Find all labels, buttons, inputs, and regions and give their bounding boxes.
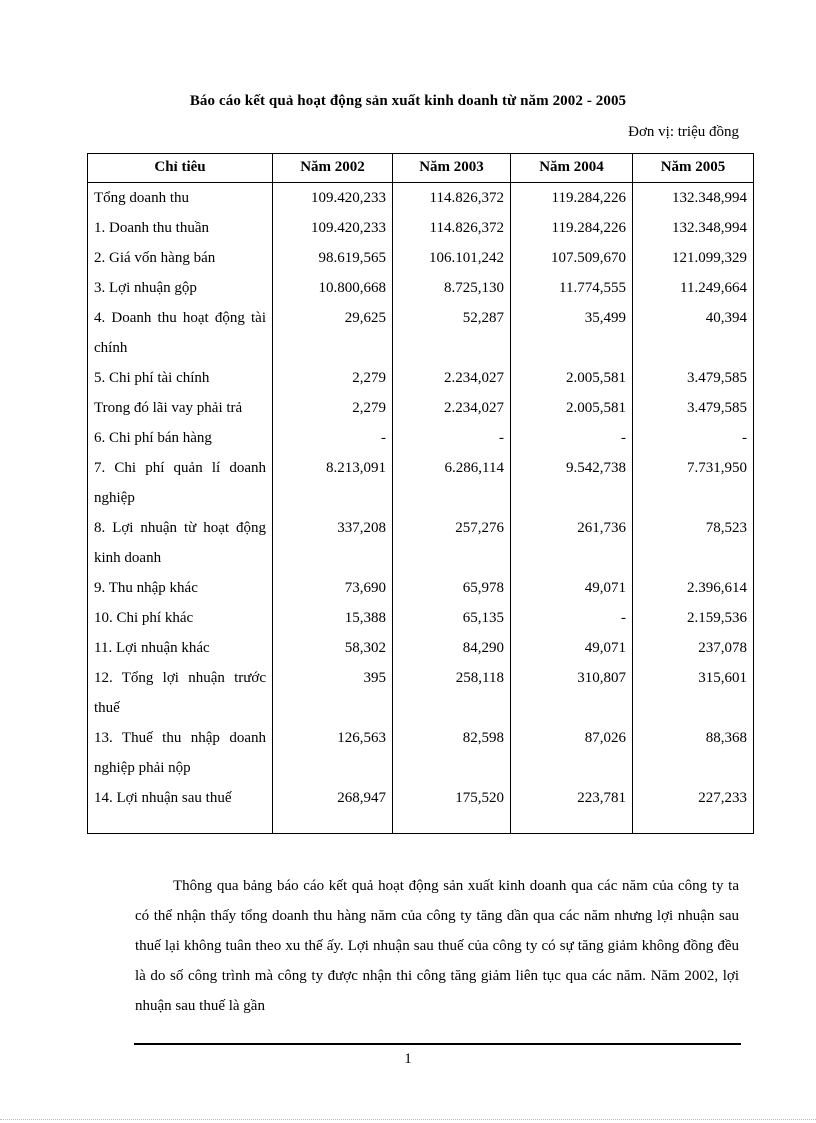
cell-value: 40,394 [633,303,754,363]
column-header: Năm 2004 [511,154,633,183]
table-row [88,723,754,783]
page-edge [0,1119,816,1120]
cell-value: 11.249,664 [633,273,754,303]
cell-value: 223,781 [511,783,633,834]
table-row [88,303,754,363]
unit-label: Đơn vị: triệu đồng [628,124,739,140]
table-row [88,423,754,453]
cell-value: 237,078 [633,633,754,663]
row-label: Tổng doanh thu [88,183,273,214]
cell-value: 15,388 [273,603,393,633]
cell-value: - [633,423,754,453]
cell-value: 73,690 [273,573,393,603]
cell-value: 132.348,994 [633,213,754,243]
cell-value: 109.420,233 [273,213,393,243]
row-label: 4. Doanh thu hoạt động tài chính [88,303,273,363]
cell-value: 8.725,130 [393,273,511,303]
cell-value: 84,290 [393,633,511,663]
footer-divider [134,1043,741,1045]
cell-value: 88,368 [633,723,754,783]
cell-value: 106.101,242 [393,243,511,273]
cell-value: - [273,423,393,453]
cell-value: 121.099,329 [633,243,754,273]
cell-value: 2,279 [273,393,393,423]
row-label: 5. Chi phí tài chính [88,363,273,393]
cell-value: 126,563 [273,723,393,783]
row-label: 11. Lợi nhuận khác [88,633,273,663]
cell-value: 35,499 [511,303,633,363]
table-row [88,183,754,214]
cell-value: 315,601 [633,663,754,723]
cell-value: 337,208 [273,513,393,573]
row-label: 7. Chi phí quản lí doanh nghiệp [88,453,273,513]
row-label: 9. Thu nhập khác [88,573,273,603]
cell-value: 395 [273,663,393,723]
cell-value: 119.284,226 [511,213,633,243]
cell-value: 65,135 [393,603,511,633]
cell-value: - [511,423,633,453]
cell-value: 98.619,565 [273,243,393,273]
cell-value: 2.159,536 [633,603,754,633]
cell-value: - [393,423,511,453]
table-row [88,603,754,633]
row-label: 2. Giá vốn hàng bán [88,243,273,273]
row-label: 3. Lợi nhuận gộp [88,273,273,303]
cell-value: 2,279 [273,363,393,393]
row-label: Trong đó lãi vay phải trả [88,393,273,423]
row-label: 10. Chi phí khác [88,603,273,633]
cell-value: 49,071 [511,573,633,603]
cell-value: 107.509,670 [511,243,633,273]
cell-value: 6.286,114 [393,453,511,513]
cell-value: 11.774,555 [511,273,633,303]
cell-value: 2.234,027 [393,363,511,393]
cell-value: 82,598 [393,723,511,783]
cell-value: 310,807 [511,663,633,723]
table-row [88,393,754,423]
table-row [88,363,754,393]
cell-value: 175,520 [393,783,511,834]
cell-value: 2.234,027 [393,393,511,423]
cell-value: 109.420,233 [273,183,393,214]
cell-value: 7.731,950 [633,453,754,513]
cell-value: 9.542,738 [511,453,633,513]
cell-value: 119.284,226 [511,183,633,214]
cell-value: 29,625 [273,303,393,363]
cell-value: 227,233 [633,783,754,834]
cell-value: 10.800,668 [273,273,393,303]
column-header: Năm 2003 [393,154,511,183]
table-header-row [88,154,754,183]
row-label: 6. Chi phí bán hàng [88,423,273,453]
cell-value: 2.005,581 [511,363,633,393]
page-number: 1 [404,1051,412,1067]
cell-value: 3.479,585 [633,393,754,423]
cell-value: 49,071 [511,633,633,663]
cell-value: 132.348,994 [633,183,754,214]
row-label: 8. Lợi nhuận từ hoạt động kinh doanh [88,513,273,573]
cell-value: 87,026 [511,723,633,783]
analysis-paragraph: Thông qua bảng báo cáo kết quả hoạt động sản xuất kinh doanh qua các năm của công ty ta có thể nhận thấy tổng doanh thu hàng năm của công ty tăng dần qua các năm nhưng lợi nhuận sau thuế lại không tuân theo xu thế ấy. Lợi nhuận sau thuế của công ty có sự tăng giảm không đồng đều là do số công trình mà công ty được nhận thi công tăng giảm liên tục qua các năm. Năm 2002, lợi nhuận sau thuế là gần [135,878,739,1014]
table-row [88,783,754,834]
cell-value: 257,276 [393,513,511,573]
page-title: Báo cáo kết quả hoạt động sản xuất kinh doanh từ năm 2002 - 2005 [189,93,627,109]
cell-value: 78,523 [633,513,754,573]
table-row [88,453,754,513]
cell-value: 114.826,372 [393,183,511,214]
cell-value: - [511,603,633,633]
cell-value: 114.826,372 [393,213,511,243]
cell-value: 58,302 [273,633,393,663]
column-header: Chỉ tiêu [88,154,273,183]
cell-value: 2.005,581 [511,393,633,423]
table-row [88,213,754,243]
row-label: 13. Thuế thu nhập doanh nghiệp phải nộp [88,723,273,783]
cell-value: 3.479,585 [633,363,754,393]
table-row [88,633,754,663]
report-table [87,153,754,834]
column-header: Năm 2002 [273,154,393,183]
column-header: Năm 2005 [633,154,754,183]
cell-value: 65,978 [393,573,511,603]
cell-value: 2.396,614 [633,573,754,603]
table-row [88,243,754,273]
cell-value: 8.213,091 [273,453,393,513]
row-label: 14. Lợi nhuận sau thuế [88,783,273,834]
row-label: 1. Doanh thu thuần [88,213,273,243]
cell-value: 258,118 [393,663,511,723]
table-row [88,573,754,603]
cell-value: 261,736 [511,513,633,573]
table-row [88,513,754,573]
row-label: 12. Tổng lợi nhuận trước thuế [88,663,273,723]
cell-value: 52,287 [393,303,511,363]
table-row [88,273,754,303]
cell-value: 268,947 [273,783,393,834]
table-row [88,663,754,723]
